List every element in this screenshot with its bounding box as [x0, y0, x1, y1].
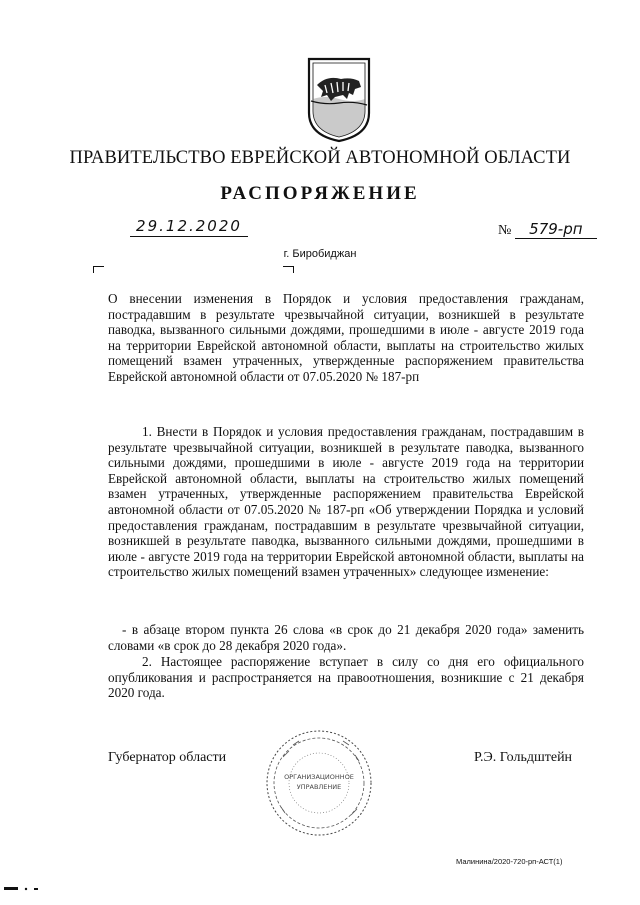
document-number-block: [498, 220, 597, 239]
official-seal-stamp: [263, 727, 375, 839]
city-label: г. Биробиджан: [283, 248, 357, 260]
coat-of-arms-emblem: [305, 55, 373, 143]
document-number: 579-рп: [515, 220, 597, 239]
title-bracket-right: [283, 266, 294, 273]
svg-text:ОРГАНИЗАЦИОННОЕ: ОРГАНИЗАЦИОННОЕ: [284, 773, 354, 781]
body-item-1: 1. Внести в Порядок и условия предоставления гражданам, пострадавшим в результате чрезвычайной ситуации, возникшей в результате паводка, вызванного сильными дождями, прошедшими в июле - августе 2019 года на территории Еврейской автономной области, выплаты на строительство жилых помещений взамен утраченных, утвержденные распоряжением правительства Еврейской автономной области от 07.05.2020 № 187-рп «Об утверждении Порядка и условий предоставления гражданам, пострадавшим в результате чрезвычайной ситуации, возникшей в результате паводка, вызванного сильными дождями, прошедшими в июле - августе 2019 года на территории Еврейской автономной области, выплаты на строительство жилых помещений взамен утраченных» следующее изменение:: [108, 424, 584, 580]
document-date: 29.12.2020: [130, 216, 248, 237]
footer-registration-code: Малинина/2020-720-рп-АСТ(1): [456, 857, 563, 866]
document-type-title: РАСПОРЯЖЕНИЕ: [220, 183, 420, 204]
signer-name: Р.Э. Гольдштейн: [474, 750, 573, 765]
government-name: ПРАВИТЕЛЬСТВО ЕВРЕЙСКОЙ АВТОНОМНОЙ ОБЛАСТИ: [69, 148, 571, 168]
signer-position: Губернатор области: [108, 750, 227, 765]
title-bracket-left: [93, 266, 104, 273]
body-item-1-change: - в абзаце втором пункта 26 слова «в срок до 21 декабря 2020 года» заменить словами «в срок до 28 декабря 2020 года».: [108, 622, 584, 653]
number-sign: №: [498, 223, 512, 238]
scan-marks: [4, 884, 44, 894]
svg-text:УПРАВЛЕНИЕ: УПРАВЛЕНИЕ: [296, 783, 342, 791]
body-item-2: 2. Настоящее распоряжение вступает в силу со дня его официального опубликования и распространяется на правоотношения, возникшие с 21 декабря 2020 года.: [108, 654, 584, 701]
document-subject: О внесении изменения в Порядок и условия предоставления гражданам, пострадавшим в результате чрезвычайной ситуации, возникшей в результате паводка, вызванного сильными дождями, прошедшими в июле - августе 2019 года на территории Еврейской автономной области, выплаты на строительство жилых помещений взамен утраченных, утвержденные распоряжением правительства Еврейской автономной области от 07.05.2020 № 187-рп: [108, 291, 584, 384]
